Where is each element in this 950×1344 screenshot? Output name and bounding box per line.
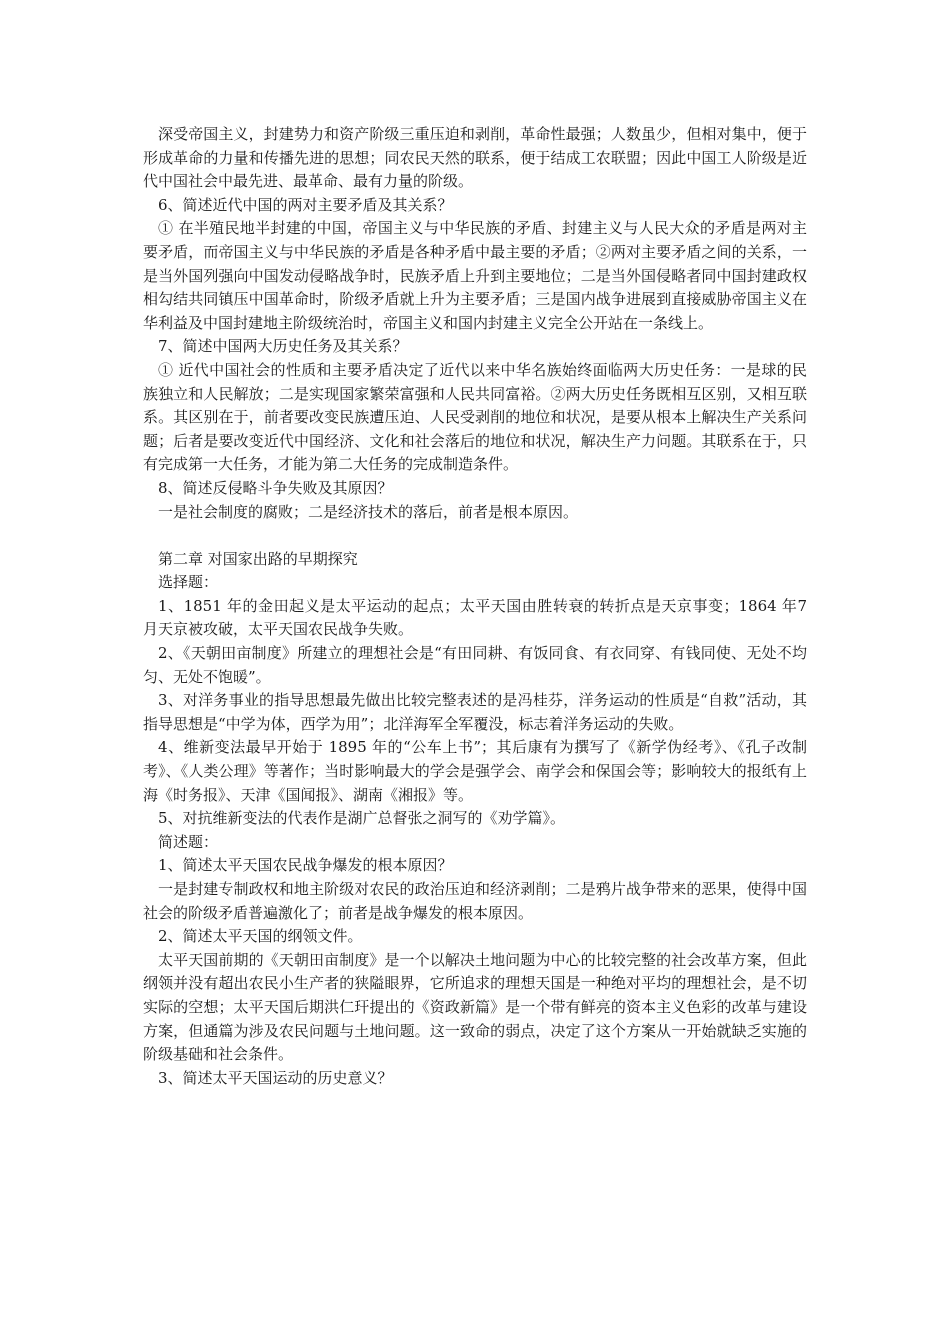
choice-item-5: 5、对抗维新变法的代表作是湖广总督张之洞写的《劝学篇》。: [158, 809, 566, 828]
choice-item-4: 4、维新变法最早开始于 1895 年的“公车上书”；其后康有为撰写了《新学伪经考》、《孔子改制考》、《人类公理》等著作；当时影响最大的学会是强学会、南学会和保国会等；影响较大的报纸有上海《时务报》、天津《国闻报》、湖南《湘报》等。: [143, 738, 807, 804]
answer-7-paragraph: ① 近代中国社会的性质和主要矛盾决定了近代以来中华名族始终面临两大历史任务：一是球的民族独立和人民解放；二是实现国家繁荣富强和人民共同富裕。②两大历史任务既相互区别，又相互联系。其区别在于，前者要改变民族遭压迫、人民受剥削的地位和状况，是要从根本上解决生产关系问题；后者是要改变近代中国经济、文化和社会落后的地位和状况，解决生产力问题。其联系在于，只有完成第一大任务，才能为第二大任务的完成制造条件。: [143, 360, 807, 474]
blank-line: [143, 524, 807, 548]
paragraph-working-class-summary: 深受帝国主义，封建势力和资产阶级三重压迫和剥削，革命性最强；人数虽少，但相对集中，便于形成革命的力量和传播先进的思想；同农民天然的联系，便于结成工农联盟；因此中国工人阶级是近代中国社会中最先进、最革命、最有力量的阶级。: [143, 125, 807, 191]
question-7-heading: 7、简述中国两大历史任务及其关系？: [158, 337, 408, 356]
short-question-1-heading: 1、简述太平天国农民战争爆发的根本原因？: [158, 856, 453, 875]
document-page: [143, 123, 807, 1090]
choice-item-1: 1、1851 年的金田起义是太平运动的起点；太平天国由胜转衰的转折点是天京事变；1864 年7 月天京被攻破，太平天国农民战争失败。: [143, 596, 807, 639]
short-answer-1-paragraph: 一是封建专制政权和地主阶级对农民的政治压迫和经济剥削；二是鸦片战争带来的恶果，使得中国社会的阶级矛盾普遍激化了；前者是战争爆发的根本原因。: [143, 880, 807, 922]
question-6-heading: 6、简述近代中国的两对主要矛盾及其关系？: [158, 195, 453, 214]
answer-6-paragraph: ① 在半殖民地半封建的中国，帝国主义与中华民族的矛盾、封建主义与人民大众的矛盾是两对主要矛盾，而帝国主义与中华民族的矛盾是各种矛盾中最主要的矛盾；②两对主要矛盾之间的关系，一是当外国列强向中国发动侵略战争时，民族矛盾上升到主要地位；二是当外国侵略者同中国封建政权相勾结共同镇压中国革命时，阶级矛盾就上升为主要矛盾；三是国内战争进展到直接威胁帝国主义在华利益及中国封建地主阶级统治时，帝国主义和国内封建主义完全公开站在一条线上。: [143, 219, 807, 332]
choice-item-3: 3、对洋务事业的指导思想最先做出比较完整表述的是冯桂芬，洋务运动的性质是“自救”活动，其指导思想是“中学为体，西学为用”；北洋海军全军覆没，标志着洋务运动的失败。: [143, 691, 807, 733]
short-answer-section-label: 简述题：: [158, 832, 219, 851]
short-question-2-heading: 2、简述太平天国的纲领文件。: [158, 927, 363, 946]
short-question-3-heading: 3、简述太平天国运动的历史意义？: [158, 1068, 393, 1087]
short-answer-2-paragraph: 太平天国前期的《天朝田亩制度》是一个以解决土地问题为中心的比较完整的社会改革方案，但此纲领并没有超出农民小生产者的狭隘眼界，它所追求的理想天国是一种绝对平均的理想社会，是不切实际的空想；太平天国后期洪仁玕提出的《资政新篇》是一个带有鲜亮的资本主义色彩的改革与建设方案，但通篇为涉及农民问题与土地问题。这一致命的弱点，决定了这个方案从一开始就缺乏实施的阶级基础和社会条件。: [143, 950, 807, 1064]
answer-8-paragraph: 一是社会制度的腐败；二是经济技术的落后，前者是根本原因。: [158, 502, 579, 521]
choice-item-2: 2、《天朝田亩制度》所建立的理想社会是“有田同耕、有饭同食、有衣同穿、有钱同使、无处不均匀、无处不饱暖”。: [143, 644, 807, 686]
chapter-2-title: 第二章 对国家出路的早期探究: [158, 549, 358, 568]
question-8-heading: 8、简述反侵略斗争失败及其原因？: [158, 478, 393, 497]
multiple-choice-section-label: 选择题：: [158, 573, 219, 592]
